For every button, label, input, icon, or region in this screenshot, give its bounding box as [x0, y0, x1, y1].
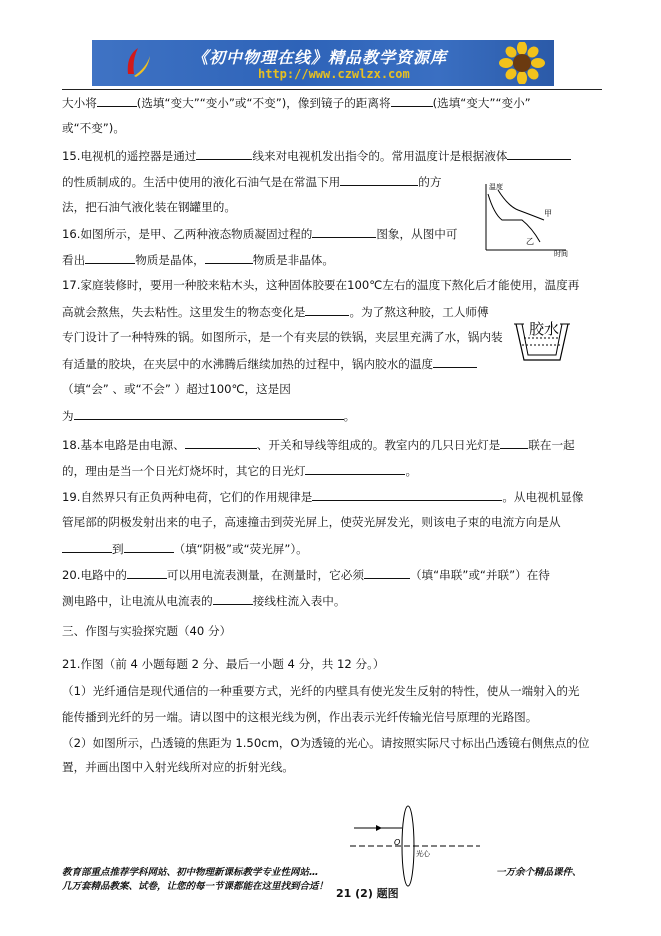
text-line-l23 [62, 684, 580, 698]
text-segment: 物质是晶体， [135, 253, 205, 267]
text-line-l21 [62, 624, 231, 638]
answer-blank[interactable] [500, 437, 528, 449]
footer-right-1: 一万余个精品课件、 [496, 867, 582, 878]
text-segment: 能传播到光纤的另一端。请以图中的这根光线为例，作出表示光纤传输光信号原理的光路图。 [62, 710, 538, 724]
fig21-o: O [394, 838, 401, 847]
fig17-label: 胶水 [529, 320, 560, 338]
text-segment: 的性质制成的。生活中使用的液化石油气是在常温下用 [62, 175, 341, 189]
answer-blank[interactable] [127, 567, 167, 579]
text-segment: 或“不变”)。 [62, 121, 125, 135]
text-line-l5 [62, 200, 236, 214]
text-line-l10 [62, 330, 503, 344]
text-segment: 专门设计了一种特殊的锅。如图所示，是一个有夹层的铁锅，夹层里充满了水，锅内装 [62, 330, 503, 344]
text-line-l11 [62, 356, 477, 371]
text-segment: 16.如图所示，是甲、乙两种液态物质凝固过程的 [62, 227, 313, 241]
answer-blank[interactable] [364, 567, 410, 579]
text-segment: （填“串联”或“并联”）在待 [409, 568, 550, 582]
text-segment: 。 [343, 409, 356, 423]
text-segment: 法，把石油气液化装在钢罐里的。 [62, 200, 236, 214]
text-segment: 18.基本电路是由电源、 [62, 438, 185, 452]
answer-blank[interactable] [391, 95, 433, 107]
text-segment: 为 [62, 409, 74, 423]
text-segment: 有适量的胶块，在夹层中的水沸腾后继续加热的过程中，锅内胶水的温度 [62, 357, 434, 371]
text-line-l8 [62, 278, 579, 292]
banner-title: 《初中物理在线》精品教学资源库 [192, 48, 448, 67]
text-segment: 的，理由是当一个日光灯烧坏时，其它的日光灯 [62, 464, 306, 478]
header-rule [62, 89, 602, 90]
site-logo [122, 46, 152, 78]
answer-blank[interactable] [85, 252, 135, 264]
text-segment: 接线柱流入表中。 [252, 594, 346, 608]
glue-pot-figure [512, 312, 572, 364]
cooling-curve-figure [478, 180, 570, 258]
answer-blank[interactable] [205, 252, 253, 264]
text-segment: 20.电路中的 [62, 568, 127, 582]
text-line-l4 [62, 174, 441, 189]
text-segment: 到 [112, 542, 124, 556]
text-line-l17 [62, 515, 561, 529]
text-segment: 。从电视机显像 [502, 490, 584, 504]
text-segment: 三、作图与实验探究题（40 分） [62, 624, 232, 638]
text-segment: 物质是非晶体。 [252, 253, 334, 267]
text-segment: 15.电视机的遥控器是通过 [62, 149, 197, 163]
text-segment: （填“会” 、或“不会” ）超过100℃，这是因 [62, 382, 291, 396]
text-line-l25 [62, 736, 589, 750]
text-line-l19 [62, 567, 550, 582]
header-banner [92, 40, 554, 86]
text-segment: 21.作图（前 4 小题每题 2 分、最后一小题 4 分，共 12 分。） [62, 657, 385, 671]
lens-figure [350, 802, 480, 892]
fig16-jia: 甲 [544, 209, 552, 218]
answer-blank[interactable] [196, 148, 252, 160]
text-segment: 。为了熬这种胶，工人师傅 [349, 305, 489, 319]
answer-blank[interactable] [305, 304, 349, 316]
answer-blank[interactable] [340, 174, 418, 186]
text-line-l7 [62, 252, 334, 267]
text-line-l1 [62, 95, 531, 110]
fig16-ylabel: 温度 [489, 183, 503, 191]
banner-url: http://www.czwlzx.com [258, 67, 410, 81]
text-segment: 19.自然界只有正负两种电荷，它们的作用规律是 [62, 490, 313, 504]
answer-blank[interactable] [305, 463, 405, 475]
text-line-l16 [62, 489, 584, 504]
text-segment: 线来对电视机发出指令的。常用温度计是根据液体 [252, 149, 508, 163]
text-segment: 的方 [418, 175, 442, 189]
footer-left-1: 教育部重点推荐学科网站、初中物理新课标教学专业性网站… [62, 867, 319, 878]
answer-blank[interactable] [97, 95, 137, 107]
fig21-center: 光心 [416, 850, 430, 858]
answer-blank[interactable] [62, 541, 112, 553]
text-segment: 17.家庭装修时，要用一种胶来粘木头，这种固体胶要在100℃左右的温度下熬化后才能使用，温度再 [62, 278, 580, 292]
text-line-l3 [62, 148, 571, 163]
text-line-l6 [62, 226, 458, 241]
text-segment: 大小将 [62, 96, 97, 110]
text-line-l24 [62, 710, 537, 724]
text-segment: (选填“变大”“变小”或“不变”)，像到镜子的距离将 [136, 96, 391, 110]
answer-blank[interactable] [213, 593, 253, 605]
answer-blank[interactable] [185, 437, 257, 449]
text-segment: （填“阴极”或“荧光屏”）。 [173, 542, 308, 556]
text-segment: 看出 [62, 253, 86, 267]
text-line-l22 [62, 657, 384, 671]
fig16-yi: 乙 [526, 237, 534, 246]
footer-left-2: 几万套精品教案、试卷，让您的每一节课都能在这里找到合适！ [62, 881, 329, 892]
text-line-l26 [62, 760, 294, 774]
answer-blank[interactable] [312, 489, 502, 501]
fig16-xlabel: 时间 [554, 250, 568, 258]
text-segment: 置，并画出图中入射光线所对应的折射光线。 [62, 760, 294, 774]
answer-blank[interactable] [124, 541, 174, 553]
text-line-l2 [62, 121, 125, 135]
fig21-caption: 21 (2) 题图 [336, 887, 399, 900]
text-segment: （2）如图所示，凸透镜的焦距为 1.50cm，O为透镜的光心。请按照实际尺寸标出凸透镜右侧焦点的位 [62, 736, 590, 750]
text-segment: 测电路中，让电流从电流表的 [62, 594, 213, 608]
answer-blank[interactable] [74, 408, 344, 420]
text-line-l18 [62, 541, 308, 556]
answer-blank[interactable] [507, 148, 571, 160]
text-segment: 。 [405, 464, 418, 478]
text-segment: 、开关和导线等组成的。教室内的几只日光灯是 [256, 438, 501, 452]
text-segment: 管尾部的阴极发射出来的电子，高速撞击到荧光屏上，使荧光屏发光，则该电子束的电流方向是从 [62, 515, 561, 529]
text-segment: （1）光纤通信是现代通信的一种重要方式，光纤的内壁具有使光发生反射的特性，使从一端射入的光 [62, 684, 580, 698]
text-line-l15 [62, 463, 417, 478]
sunflower-icon [498, 42, 546, 84]
text-line-l12 [62, 382, 291, 396]
answer-blank[interactable] [312, 226, 376, 238]
text-segment: 联在一起 [528, 438, 575, 452]
text-line-l20 [62, 593, 346, 608]
text-line-l14 [62, 437, 575, 452]
text-segment: 图象，从图中可 [376, 227, 458, 241]
text-segment: 高就会熬焦，失去粘性。这里发生的物态变化是 [62, 305, 306, 319]
text-line-l13 [62, 408, 355, 423]
text-segment: (选填“变大”“变小” [432, 96, 531, 110]
answer-blank[interactable] [433, 356, 477, 368]
text-line-l9 [62, 304, 489, 319]
text-segment: 可以用电流表测量，在测量时，它必须 [166, 568, 364, 582]
